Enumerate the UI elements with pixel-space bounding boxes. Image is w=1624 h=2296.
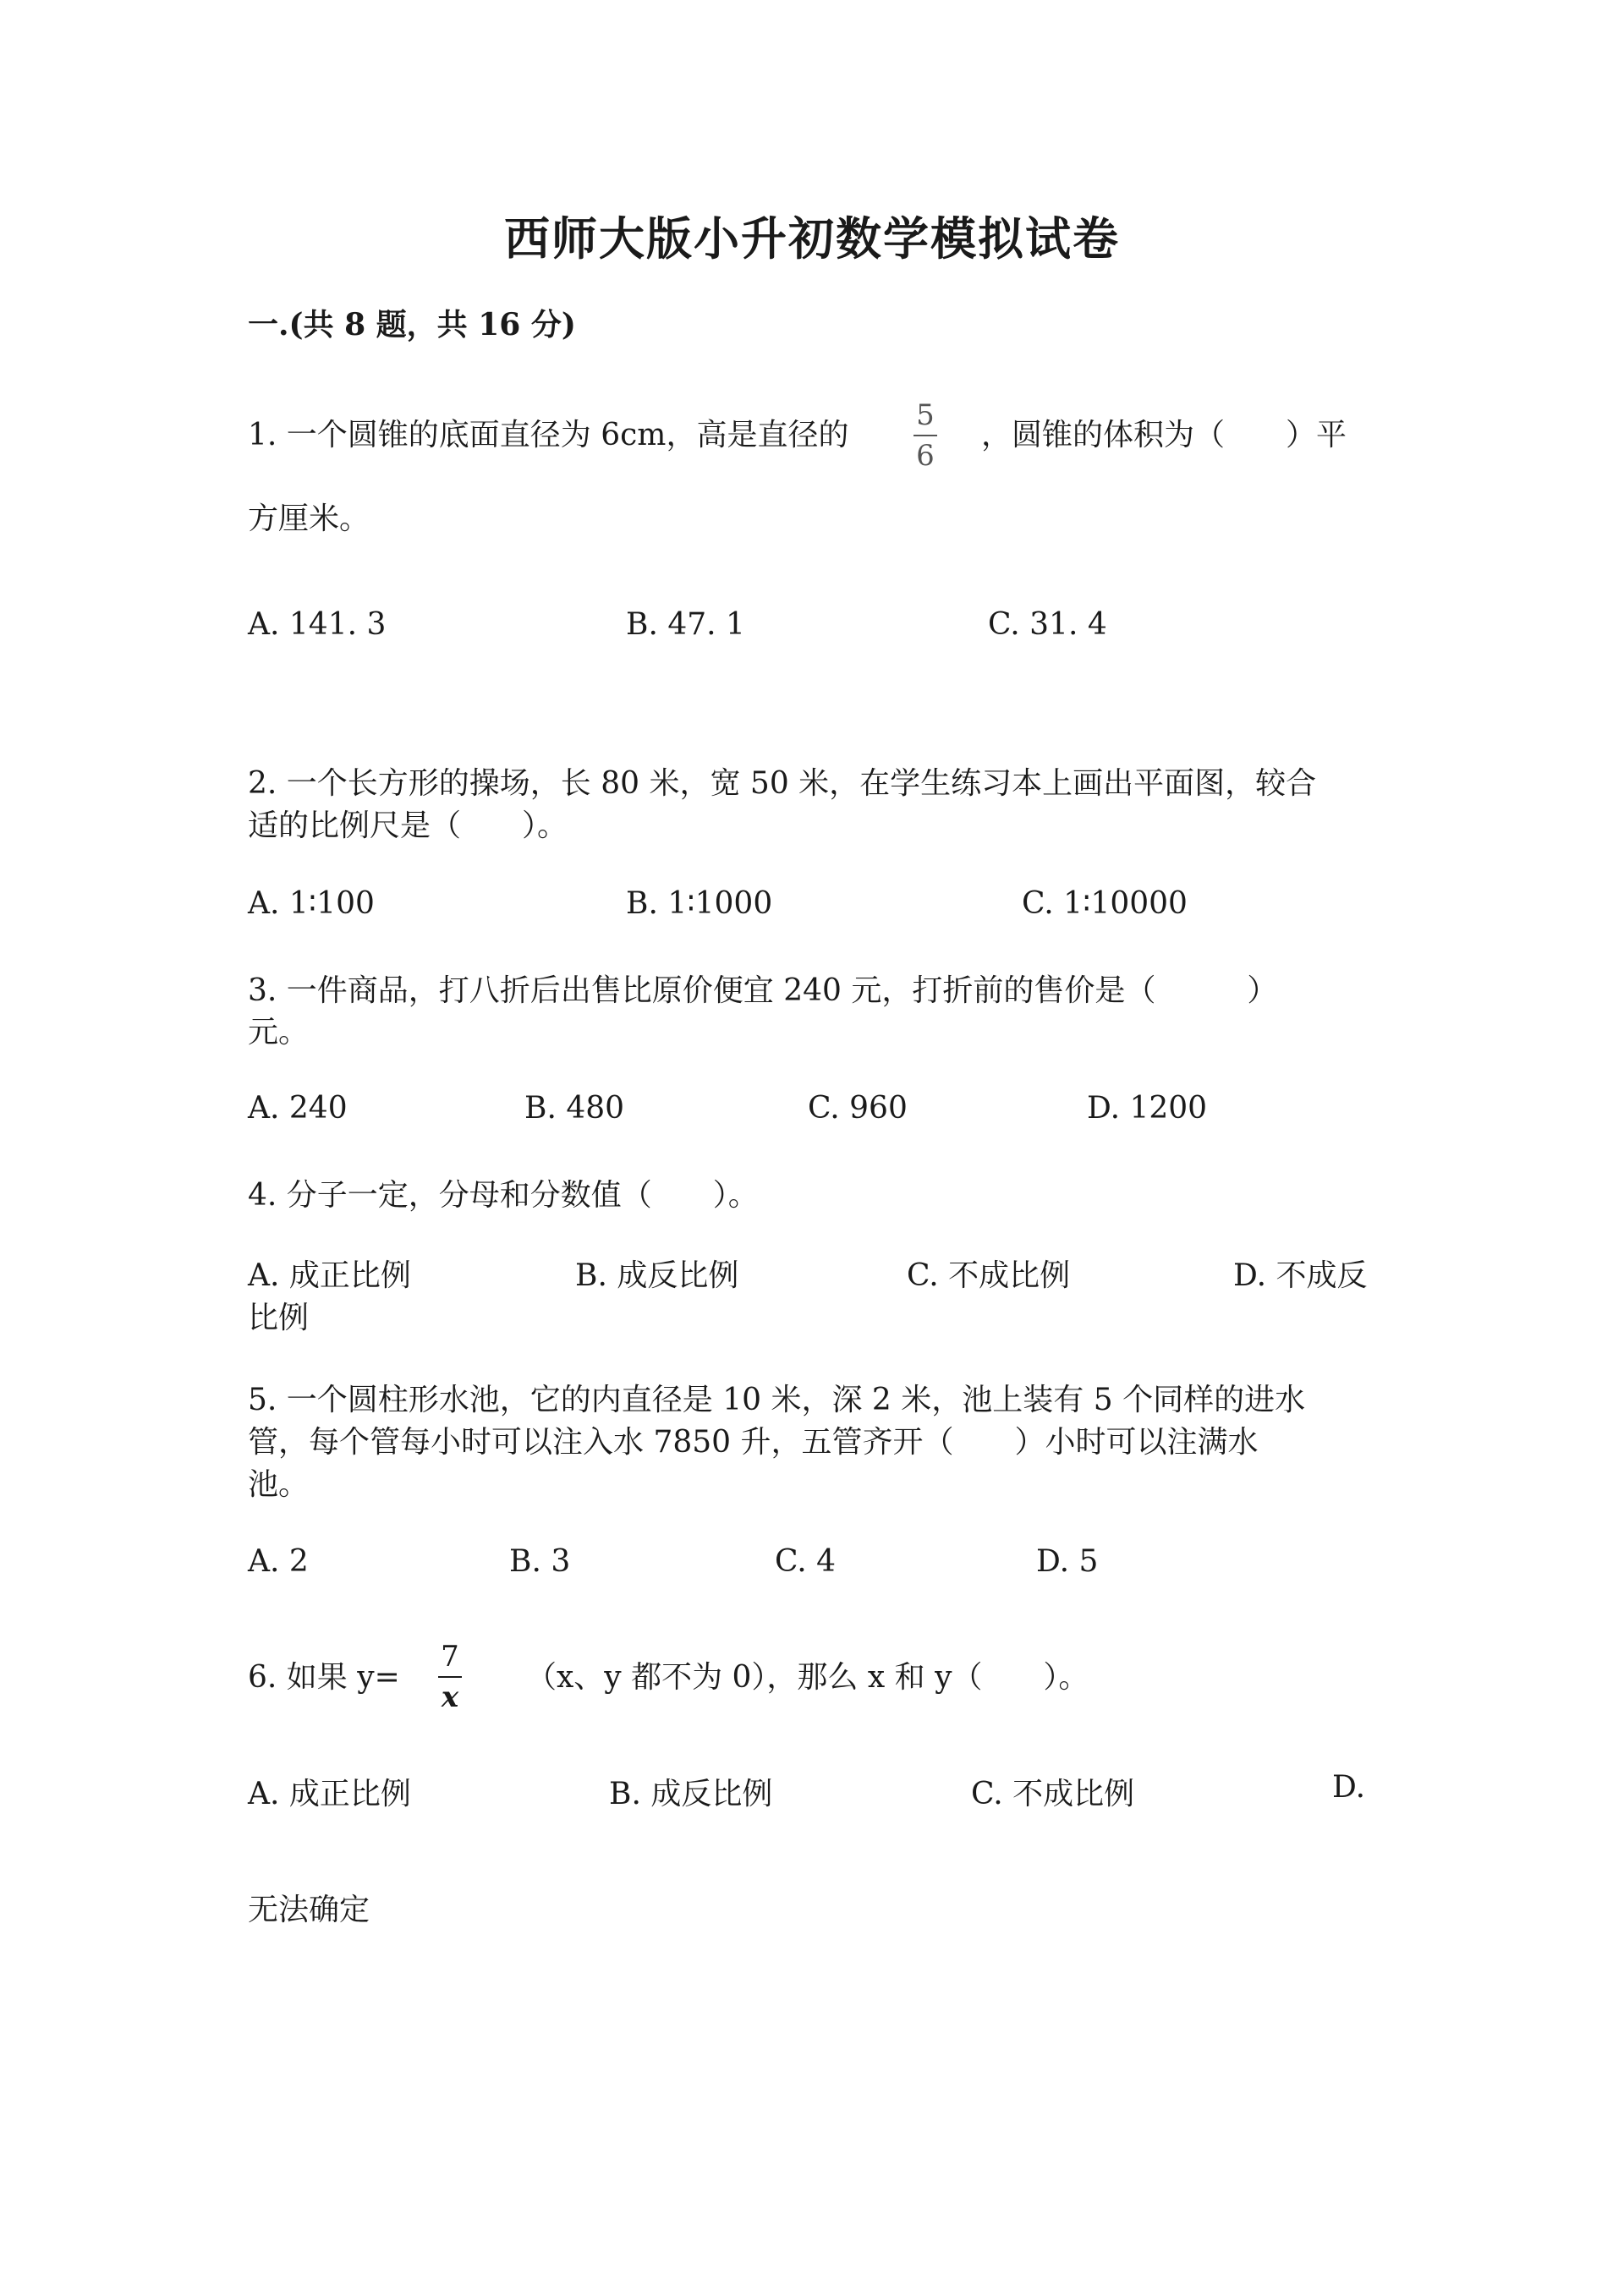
- question-5-line-1: 5. 一个圆柱形水池，它的内直径是 10 米，深 2 米，池上装有 5 个同样的进水: [248, 1383, 1306, 1417]
- question-5-line-3: 池。: [248, 1467, 310, 1502]
- question-1-text-a: 1. 一个圆锥的底面直径为 6cm，高是直径的: [248, 418, 849, 452]
- question-3-option-d: D. 1200: [1087, 1091, 1208, 1126]
- question-5-option-b: B. 3: [509, 1544, 571, 1579]
- question-6-option-c: C. 不成比例: [971, 1777, 1135, 1811]
- fraction-numerator: 5: [916, 398, 935, 432]
- question-6-option-b: B. 成反比例: [609, 1777, 773, 1811]
- question-5-option-a: A. 2: [248, 1544, 309, 1579]
- question-2-option-c: C. 1∶10000: [1022, 886, 1188, 921]
- question-4-option-c: C. 不成比例: [907, 1258, 1071, 1293]
- question-4-option-b: B. 成反比例: [575, 1258, 739, 1293]
- section-heading: 一.(共 8 题，共 16 分): [248, 307, 576, 342]
- question-6-option-d-wrap: 无法确定: [248, 1893, 370, 1927]
- question-6-option-d: D.: [1332, 1770, 1366, 1805]
- page-title: 西师大版小升初数学模拟试卷: [504, 211, 1120, 266]
- question-4-option-d: D. 不成反: [1233, 1258, 1368, 1293]
- question-1-text-b: ，圆锥的体积为（ ）平: [981, 418, 1347, 452]
- question-1-option-c: C. 31. 4: [988, 607, 1107, 642]
- question-1-fraction: [908, 398, 942, 473]
- fraction-denominator: 6: [916, 439, 935, 473]
- question-4-line-1: 4. 分子一定，分母和分数值（ ）。: [248, 1178, 759, 1213]
- question-2-line-1: 2. 一个长方形的操场，长 80 米，宽 50 米，在学生练习本上画出平面图，较合: [248, 766, 1317, 801]
- question-3-line-2: 元。: [248, 1015, 310, 1049]
- question-4-option-d-wrap: 比例: [248, 1301, 310, 1335]
- question-5-option-c: C. 4: [775, 1544, 837, 1579]
- question-2-option-a: A. 1∶100: [248, 886, 375, 921]
- question-5-option-d: D. 5: [1036, 1544, 1099, 1579]
- question-6-text-a: 6. 如果 y=: [248, 1660, 400, 1695]
- fraction-bar: [438, 1676, 462, 1678]
- question-3-option-a: A. 240: [248, 1091, 348, 1126]
- question-3-option-c: C. 960: [808, 1091, 908, 1126]
- fraction-numerator: 7: [441, 1640, 459, 1674]
- question-2-option-b: B. 1∶1000: [626, 886, 773, 921]
- question-2-line-2: 适的比例尺是（ ）。: [248, 808, 568, 843]
- fraction-bar: [914, 435, 937, 436]
- question-1-text-c: 方厘米。: [248, 501, 370, 536]
- question-1-option-b: B. 47. 1: [626, 607, 745, 642]
- fraction-denominator: x: [441, 1680, 459, 1714]
- question-3-line-1: 3. 一件商品，打八折后出售比原价便宜 240 元，打折前的售价是（ ）: [248, 973, 1278, 1008]
- question-6-fraction: [433, 1642, 467, 1712]
- question-4-option-a: A. 成正比例: [248, 1258, 411, 1293]
- question-6-option-a: A. 成正比例: [248, 1777, 411, 1811]
- question-1-option-a: A. 141. 3: [248, 607, 387, 642]
- question-6-text-b: （x、y 都不为 0），那么 x 和 y（ ）。: [526, 1660, 1089, 1695]
- question-5-line-2: 管，每个管每小时可以注入水 7850 升，五管齐开（ ）小时可以注满水: [248, 1425, 1259, 1460]
- question-3-option-b: B. 480: [524, 1091, 625, 1126]
